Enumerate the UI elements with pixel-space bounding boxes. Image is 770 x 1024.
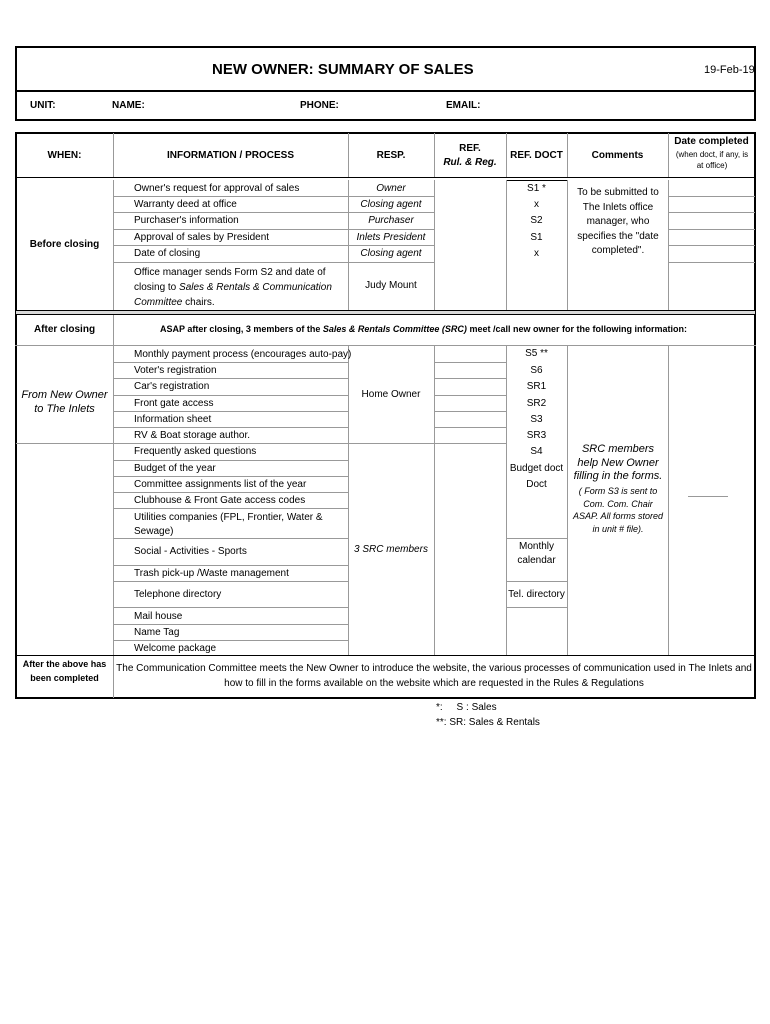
name-tag-info: Name Tag: [134, 627, 180, 638]
after-row-9-info: Committee assignments list of the year: [134, 479, 307, 490]
src-members-resp: 3 SRC members: [354, 544, 428, 555]
after-row-8-info: Budget of the year: [134, 463, 216, 474]
after-row-10-info: Clubhouse & Front Gate access codes: [134, 495, 306, 506]
col-comments: Comments: [591, 150, 644, 161]
col-ref-line1: REF.: [459, 143, 481, 154]
src-comment-main: SRC members help New Owner filling in the forms.: [573, 443, 663, 482]
after-row-9-doct: Doct: [526, 479, 547, 490]
col-date-completed: Date completed: [674, 136, 749, 147]
before-comment: To be submitted to The Inlets office manager, who specifies the "date completed".: [577, 187, 659, 256]
utilities-info: [134, 511, 323, 539]
before-row-1-doct: S1 *: [527, 183, 546, 194]
office-line-2a: closing to: [134, 282, 180, 293]
after-row-3-doct: SR1: [526, 381, 547, 392]
after-row-5-info: Information sheet: [134, 414, 212, 425]
mail-house-info: Mail house: [134, 611, 183, 622]
office-manager-text: [134, 265, 346, 310]
from-new-owner-label: From New Owner to The Inlets: [21, 389, 108, 415]
before-row-1-info: Owner's request for approval of sales: [134, 183, 300, 194]
before-row-5-doct: x: [534, 248, 539, 259]
social-info: Social - Activities - Sports: [134, 546, 247, 557]
utilities-line-1: Utilities companies (FPL, Frontier, Water &: [134, 512, 323, 523]
utilities-line-2: Sewage): [134, 526, 174, 537]
after-row-6-info: RV & Boat storage author.: [134, 430, 251, 441]
after-closing-label: After closing: [33, 324, 96, 335]
after-row-5-doct: S3: [530, 414, 543, 425]
before-row-1-resp: Owner: [376, 183, 406, 194]
after-row-8-doct: Budget doct: [509, 463, 564, 474]
col-date-note: (when doct, if any, is at office): [675, 150, 749, 170]
after-row-2-info: Voter's registration: [134, 365, 217, 376]
before-row-4-resp: Inlets President: [356, 232, 426, 243]
before-row-3-doct: S2: [530, 215, 543, 226]
after-row-1-info: Monthly payment process (encourages auto-pay): [134, 349, 352, 360]
before-closing-label: Before closing: [29, 239, 100, 250]
before-row-4-doct: S1: [530, 232, 543, 243]
col-ref-line2: Rul. & Reg.: [443, 157, 497, 168]
monthly-calendar-doct: Monthly calendar: [517, 541, 556, 566]
after-row-4-info: Front gate access: [134, 398, 214, 409]
after-row-2-doct: S6: [530, 365, 543, 376]
before-row-4-info: Approval of sales by President: [134, 232, 270, 243]
col-info: INFORMATION / PROCESS: [166, 150, 295, 161]
office-line-3b: chairs.: [182, 297, 215, 308]
before-row-5-info: Date of closing: [134, 248, 201, 259]
header-date: 19-Feb-19: [704, 64, 755, 76]
before-row-3-info: Purchaser's information: [134, 215, 239, 226]
welcome-info: Welcome package: [134, 643, 217, 654]
unit-label: UNIT:: [30, 100, 56, 111]
col-when: WHEN:: [47, 150, 82, 161]
email-label: EMAIL:: [446, 100, 481, 111]
after-above-line-2: how to fill in the forms available on the website which are requested in the Rules & Regulations: [224, 678, 644, 689]
tel-directory-doct: Tel. directory: [508, 589, 565, 600]
src-comment-note: ( Form S3 is sent to Com. Com. Chair ASAP. All forms stored in unit # file).: [572, 486, 664, 534]
col-resp: RESP.: [376, 150, 406, 161]
col-ref-doct: REF. DOCT: [510, 150, 563, 161]
trash-info: Trash pick-up /Waste management: [134, 568, 289, 579]
home-owner-resp: Home Owner: [361, 389, 421, 400]
before-row-2-resp: Closing agent: [360, 199, 422, 210]
name-label: NAME:: [112, 100, 145, 111]
after-row-1-doct: S5 **: [525, 348, 548, 359]
banner-part-a: ASAP after closing, 3 members of the: [160, 324, 323, 334]
banner-part-c: meet /call new owner for the following information:: [466, 324, 687, 334]
before-row-2-doct: x: [534, 199, 539, 210]
banner-part-b: Sales & Rentals Committee (SRC): [322, 324, 467, 334]
after-above-label: After the above has been completed: [22, 659, 107, 683]
before-row-5-resp: Closing agent: [360, 248, 422, 259]
office-line-2b: Sales & Rentals & Communication: [179, 282, 332, 293]
after-above-line-1: The Communication Committee meets the New Owner to introduce the website, the various processes of communication used in The Inlets and: [116, 663, 752, 674]
after-row-3-info: Car's registration: [134, 381, 210, 392]
before-row-2-info: Warranty deed at office: [134, 199, 237, 210]
office-line-3a: Committee: [134, 297, 183, 308]
after-row-7-info: Frequently asked questions: [134, 446, 257, 457]
after-row-6-doct: SR3: [526, 430, 547, 441]
phone-label: PHONE:: [300, 100, 339, 111]
footnote-1: *: S : Sales: [436, 702, 497, 713]
office-resp: Judy Mount: [365, 280, 417, 291]
office-line-1: Office manager sends Form S2 and date of: [134, 267, 326, 278]
after-row-4-doct: SR2: [526, 398, 547, 409]
after-closing-banner: [160, 324, 687, 334]
telephone-info: Telephone directory: [134, 589, 222, 600]
page-title: NEW OWNER: SUMMARY OF SALES: [212, 61, 474, 78]
before-row-3-resp: Purchaser: [368, 215, 414, 226]
footnote-2: **: SR: Sales & Rentals: [436, 717, 540, 728]
after-row-7-doct: S4: [530, 446, 543, 457]
